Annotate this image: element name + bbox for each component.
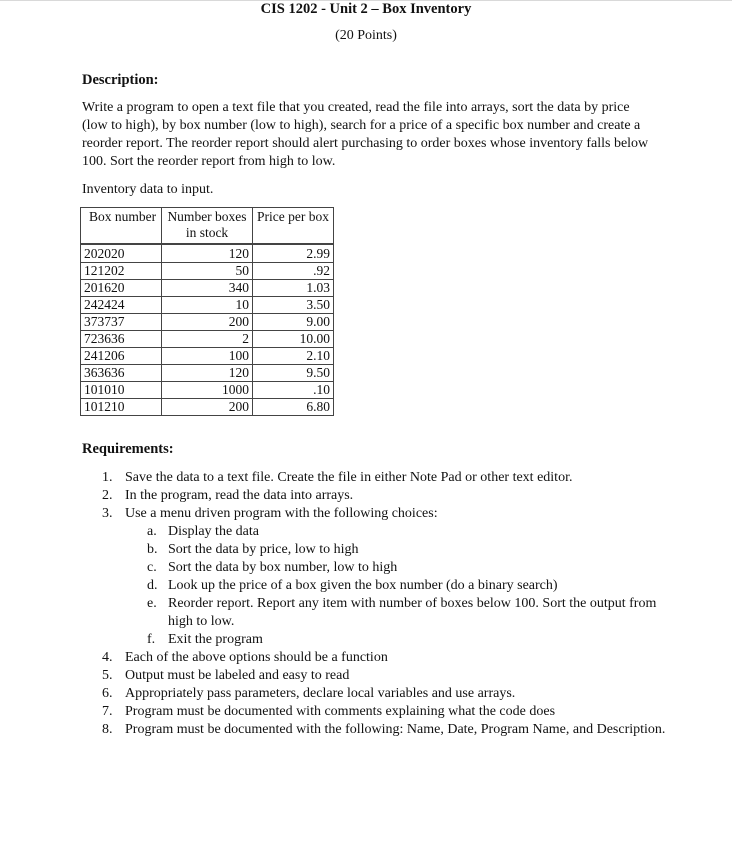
requirement-number: 8. — [102, 722, 113, 737]
header-number-in-stock: Number boxes in stock — [162, 208, 253, 245]
menu-choice-letter: b. — [147, 542, 158, 557]
requirement-number: 7. — [102, 704, 113, 719]
header-box-number: Box number — [81, 208, 162, 245]
menu-choice-letter: e. — [147, 596, 157, 611]
table-row — [81, 365, 334, 382]
cell-boxes-in-stock: 50 — [162, 263, 253, 280]
requirement-item — [102, 649, 682, 667]
requirement-item — [102, 667, 682, 685]
table-row — [81, 314, 334, 331]
description-heading: Description: — [82, 72, 159, 88]
requirement-item — [102, 685, 682, 703]
table-header-row — [81, 208, 334, 245]
requirement-number: 6. — [102, 686, 113, 701]
requirements-section — [82, 440, 682, 739]
cell-box-number: 121202 — [81, 263, 162, 280]
cell-boxes-in-stock: 200 — [162, 314, 253, 331]
menu-choice-item — [147, 595, 682, 631]
cell-price: 3.50 — [253, 297, 334, 314]
requirements-heading: Requirements: — [82, 441, 174, 457]
menu-choice-item — [147, 559, 682, 577]
inventory-intro: Inventory data to input. — [82, 182, 214, 197]
requirement-number: 4. — [102, 650, 113, 665]
cell-price: 10.00 — [253, 331, 334, 348]
cell-boxes-in-stock: 120 — [162, 244, 253, 263]
cell-price: 2.99 — [253, 244, 334, 263]
cell-box-number: 723636 — [81, 331, 162, 348]
requirement-number: 2. — [102, 488, 113, 503]
cell-price: 1.03 — [253, 280, 334, 297]
cell-boxes-in-stock: 200 — [162, 399, 253, 416]
cell-boxes-in-stock: 120 — [162, 365, 253, 382]
menu-choice-item — [147, 631, 682, 649]
requirement-text: Output must be labeled and easy to read — [125, 668, 350, 683]
cell-price: 2.10 — [253, 348, 334, 365]
requirement-item — [102, 487, 682, 505]
menu-choice-item — [147, 541, 682, 559]
header-price-per-box: Price per box — [253, 208, 334, 245]
requirement-text: Program must be documented with comments explaining what the code does — [125, 704, 556, 719]
cell-price: .92 — [253, 263, 334, 280]
cell-boxes-in-stock: 2 — [162, 331, 253, 348]
menu-choices-list — [125, 523, 682, 649]
requirement-text: In the program, read the data into arrays. — [125, 488, 354, 503]
requirement-text: Use a menu driven program with the following choices: — [125, 506, 438, 521]
requirement-item — [102, 505, 682, 649]
cell-box-number: 101210 — [81, 399, 162, 416]
cell-boxes-in-stock: 10 — [162, 297, 253, 314]
cell-price: .10 — [253, 382, 334, 399]
cell-price: 6.80 — [253, 399, 334, 416]
requirement-item — [102, 721, 682, 739]
requirement-number: 5. — [102, 668, 113, 683]
cell-box-number: 202020 — [81, 244, 162, 263]
cell-box-number: 373737 — [81, 314, 162, 331]
table-row — [81, 348, 334, 365]
menu-choice-text: Exit the program — [168, 632, 263, 647]
table-row — [81, 399, 334, 416]
cell-price: 9.50 — [253, 365, 334, 382]
requirement-number: 1. — [102, 470, 113, 485]
menu-choice-letter: a. — [147, 524, 157, 539]
menu-choice-letter: c. — [147, 560, 157, 575]
menu-choice-text: Sort the data by price, low to high — [168, 542, 359, 557]
requirement-text: Save the data to a text file. Create the file in either Note Pad or other text editor. — [125, 470, 573, 485]
table-row — [81, 382, 334, 399]
table-row — [81, 244, 334, 263]
requirement-number: 3. — [102, 506, 113, 521]
cell-box-number: 241206 — [81, 348, 162, 365]
table-row — [81, 331, 334, 348]
cell-boxes-in-stock: 340 — [162, 280, 253, 297]
requirements-list — [82, 469, 682, 739]
menu-choice-item — [147, 523, 682, 541]
cell-box-number: 363636 — [81, 365, 162, 382]
requirement-text: Program must be documented with the following: Name, Date, Program Name, and Description. — [125, 722, 666, 737]
requirement-text: Appropriately pass parameters, declare local variables and use arrays. — [125, 686, 516, 701]
cell-box-number: 242424 — [81, 297, 162, 314]
cell-boxes-in-stock: 100 — [162, 348, 253, 365]
menu-choice-text: Look up the price of a box given the box number (do a binary search) — [168, 578, 558, 593]
table-body — [81, 244, 334, 416]
cell-boxes-in-stock: 1000 — [162, 382, 253, 399]
table-row — [81, 297, 334, 314]
cell-price: 9.00 — [253, 314, 334, 331]
document-title: CIS 1202 - Unit 2 – Box Inventory — [260, 1, 472, 17]
cell-box-number: 101010 — [81, 382, 162, 399]
menu-choice-letter: f. — [147, 632, 156, 647]
menu-choice-text: Sort the data by box number, low to high — [168, 560, 398, 575]
cell-box-number: 201620 — [81, 280, 162, 297]
menu-choice-text: Display the data — [168, 524, 259, 539]
requirement-text: Each of the above options should be a function — [125, 650, 388, 665]
menu-choice-text: Reorder report. Report any item with number of boxes below 100. Sort the output from high to low. — [168, 596, 657, 629]
table-row — [81, 280, 334, 297]
requirement-item — [102, 469, 682, 487]
requirement-item — [102, 703, 682, 721]
menu-choice-item — [147, 577, 682, 595]
description-body: Write a program to open a text file that you created, read the file into arrays, sort the data by price (low to high), by box number (low to high), search for a price of a specific box number and create a reorder report. The reorder report should alert purchasing to order boxes whose inventory falls below 100. Sort the reorder report from high to low. — [82, 100, 649, 169]
points-label: (20 Points) — [335, 28, 397, 43]
menu-choice-letter: d. — [147, 578, 158, 593]
table-row — [81, 263, 334, 280]
inventory-table — [80, 207, 334, 416]
